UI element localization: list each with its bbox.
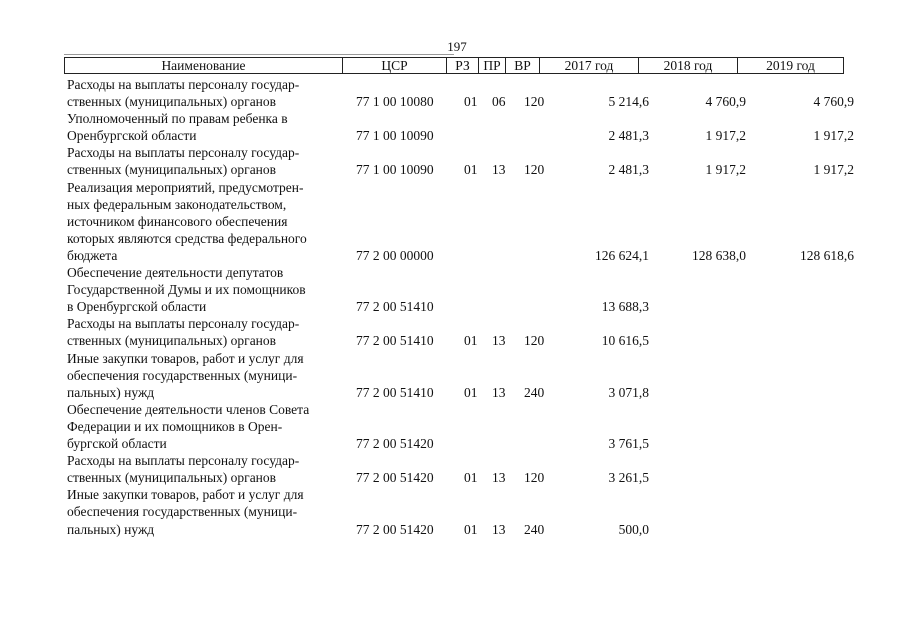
cell-rz: 01 <box>464 94 478 110</box>
header-csr: ЦСР <box>343 57 447 74</box>
cell-csr: 77 1 00 10090 <box>356 162 434 178</box>
cell-csr: 77 2 00 51420 <box>356 521 434 537</box>
cell-name: Расходы на выплаты персоналу государ- ственных (муниципальных) органов <box>67 316 300 349</box>
cell-y2017: 10 616,5 <box>601 333 649 349</box>
page-number: 197 <box>447 39 467 54</box>
cell-csr: 77 2 00 51410 <box>356 333 434 349</box>
cell-y2017: 500,0 <box>618 521 649 537</box>
cell-y2017: 126 624,1 <box>595 247 649 263</box>
cell-name: Расходы на выплаты персоналу государ- ственных (муниципальных) органов <box>67 453 300 486</box>
cell-rz: 01 <box>464 521 478 537</box>
table-row <box>0 315 905 349</box>
cell-rz: 01 <box>464 470 478 486</box>
table-row <box>0 264 905 315</box>
cell-csr: 77 2 00 51410 <box>356 299 434 315</box>
cell-vr: 120 <box>524 470 545 486</box>
cell-pr: 06 <box>492 94 506 110</box>
cell-name: Уполномоченный по правам ребенка в Оренбургской области <box>67 111 288 144</box>
table-row <box>0 76 905 110</box>
cell-y2018: 4 760,9 <box>705 94 746 110</box>
cell-csr: 77 1 00 10090 <box>356 128 434 144</box>
cell-rz: 01 <box>464 333 478 349</box>
cell-name: Обеспечение деятельности членов Совета Федерации и их помощников в Орен- бургской области <box>67 401 310 452</box>
cell-name: Иные закупки товаров, работ и услуг для обеспечения государственных (муници- пальных) нужд <box>67 487 304 537</box>
cell-y2019: 4 760,9 <box>813 94 854 110</box>
cell-vr: 240 <box>524 521 545 537</box>
cell-y2018: 1 917,2 <box>705 162 746 178</box>
cell-vr: 240 <box>524 384 545 400</box>
cell-y2019: 1 917,2 <box>813 128 854 144</box>
header-2019: 2019 год <box>738 57 844 74</box>
table-header <box>64 57 844 74</box>
cell-y2019: 1 917,2 <box>813 162 854 178</box>
cell-vr: 120 <box>524 162 545 178</box>
table-row <box>0 179 905 265</box>
cell-name: Иные закупки товаров, работ и услуг для обеспечения государственных (муници- пальных) нужд <box>67 350 304 400</box>
cell-y2017: 3 761,5 <box>608 436 649 452</box>
header-2018: 2018 год <box>639 57 738 74</box>
cell-pr: 13 <box>492 521 506 537</box>
cell-y2018: 1 917,2 <box>705 128 746 144</box>
cell-pr: 13 <box>492 162 506 178</box>
table-row <box>0 486 905 537</box>
cell-pr: 13 <box>492 470 506 486</box>
cell-name: Обеспечение деятельности депутатов Государственной Думы и их помощников в Оренбургской области <box>67 265 306 315</box>
cell-y2017: 2 481,3 <box>608 162 649 178</box>
header-vr: ВР <box>506 57 540 74</box>
cell-y2017: 2 481,3 <box>608 128 649 144</box>
cell-csr: 77 2 00 51410 <box>356 384 434 400</box>
cell-y2018: 128 638,0 <box>692 247 746 263</box>
cell-csr: 77 2 00 51420 <box>356 470 434 486</box>
cell-y2017: 5 214,6 <box>608 94 649 110</box>
table-row <box>0 350 905 401</box>
cell-vr: 120 <box>524 94 545 110</box>
cell-rz: 01 <box>464 384 478 400</box>
table-row <box>0 452 905 486</box>
cell-y2017: 3 071,8 <box>608 384 649 400</box>
header-name: Наименование <box>64 57 343 74</box>
header-2017: 2017 год <box>540 57 639 74</box>
cell-name: Расходы на выплаты персоналу государ- ственных (муниципальных) органов <box>67 77 300 110</box>
table-body <box>0 76 905 538</box>
cell-y2017: 13 688,3 <box>601 299 649 315</box>
cell-name: Реализация мероприятий, предусмотрен- ных федеральным законодательством, источником финансового обеспечения которых являются средства федерального бюджета <box>67 179 307 263</box>
cell-name: Расходы на выплаты персоналу государ- ственных (муниципальных) органов <box>67 145 300 178</box>
cell-pr: 13 <box>492 384 506 400</box>
cell-y2019: 128 618,6 <box>800 247 854 263</box>
table-row <box>0 401 905 452</box>
header-top-rule <box>64 54 454 55</box>
cell-y2017: 3 261,5 <box>608 470 649 486</box>
cell-csr: 77 2 00 51420 <box>356 436 434 452</box>
cell-pr: 13 <box>492 333 506 349</box>
cell-csr: 77 2 00 00000 <box>356 247 434 263</box>
table-row <box>0 110 905 144</box>
cell-vr: 120 <box>524 333 545 349</box>
cell-rz: 01 <box>464 162 478 178</box>
cell-csr: 77 1 00 10080 <box>356 94 434 110</box>
header-pr: ПР <box>479 57 506 74</box>
header-rz: РЗ <box>447 57 479 74</box>
table-row <box>0 144 905 178</box>
